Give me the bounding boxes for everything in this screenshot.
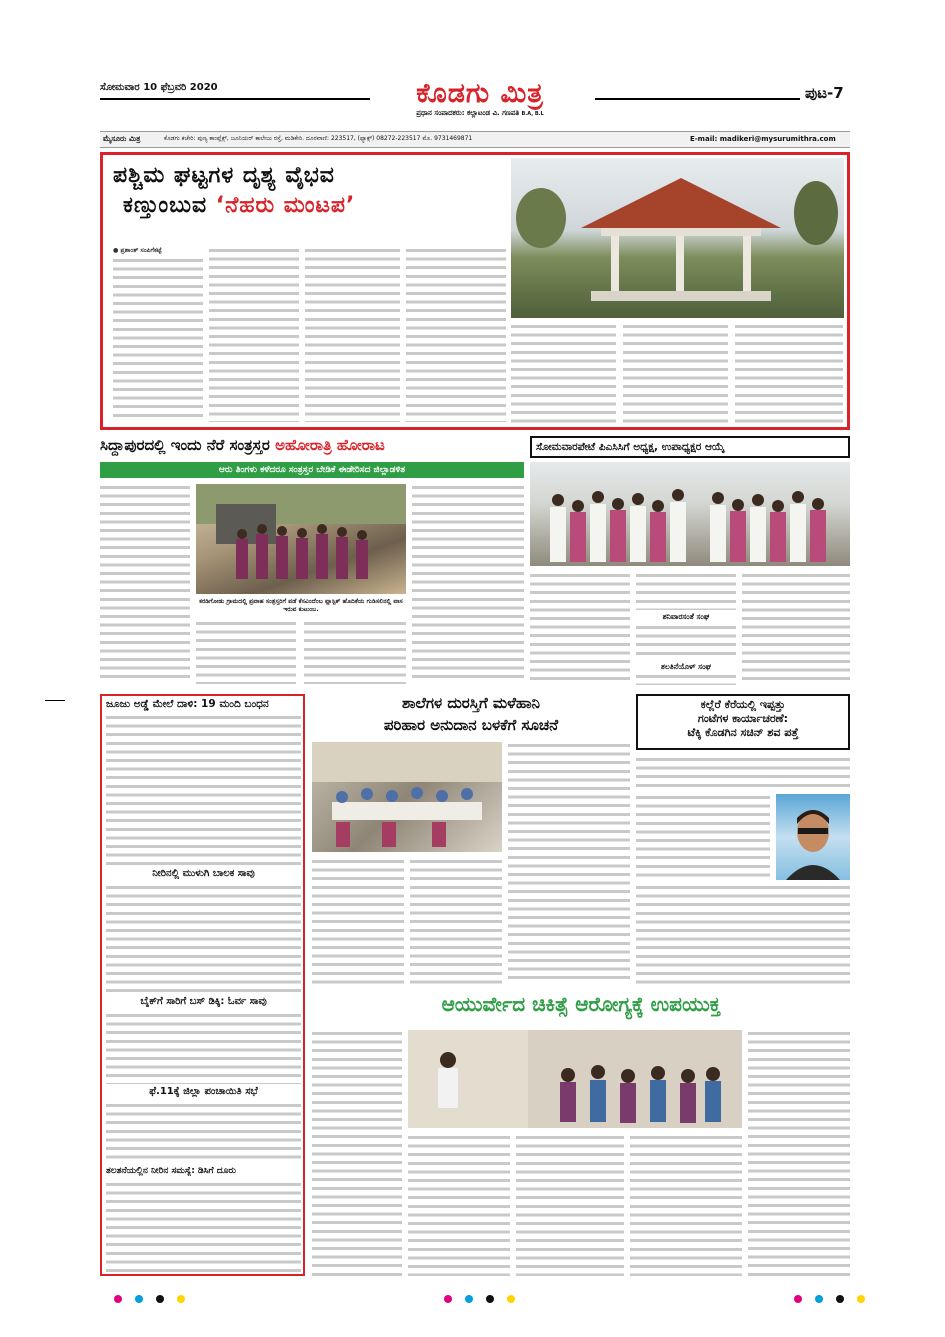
story2-col3 bbox=[304, 620, 406, 684]
sachin-portrait bbox=[776, 794, 850, 880]
story2-col1 bbox=[100, 484, 190, 684]
editor-name: ಪ್ರಧಾನ ಸಂಪಾದಕರು: ಕಲ್ಲಾಟಂಡ ವಿ. ಗಣಪತಿ bbox=[416, 109, 520, 117]
story7-col2 bbox=[408, 1134, 510, 1276]
story1-col3 bbox=[305, 247, 400, 422]
story3-headline-bar bbox=[530, 436, 850, 458]
story2-col4 bbox=[412, 484, 524, 684]
story2-headline bbox=[100, 436, 385, 454]
story5-col3 bbox=[508, 742, 630, 984]
masthead-rule-left bbox=[100, 98, 370, 100]
story4-sub2: ಬೈಕ್‌ಗೆ ಸಾರಿಗೆ ಬಸ್ ಡಿಕ್ಕಿ: ಓರ್ವ ಸಾವು bbox=[140, 996, 267, 1007]
story2-subhead-bar bbox=[100, 462, 524, 478]
story4-body bbox=[106, 714, 301, 866]
page-number: ಪುಟ-7 bbox=[805, 84, 844, 102]
margin-mark bbox=[45, 700, 65, 701]
story3-col1 bbox=[530, 572, 630, 684]
pavilion-photo bbox=[511, 158, 844, 318]
story-nehru-mantapa bbox=[100, 152, 850, 430]
yellow-dot bbox=[177, 1295, 185, 1303]
story-briefs bbox=[100, 694, 305, 1276]
story6-headline-box bbox=[636, 694, 850, 750]
story7-col5 bbox=[748, 1030, 850, 1276]
black-dot bbox=[486, 1295, 494, 1303]
story5-col2 bbox=[410, 858, 502, 984]
yellow-dot bbox=[507, 1295, 515, 1303]
story3-col2-mid bbox=[636, 624, 736, 660]
story2-headline-black: ಸಿದ್ದಾಪುರದಲ್ಲಿ ಇಂದು ನೆರೆ ಸಂತ್ರಸ್ತರ bbox=[100, 436, 270, 454]
ayurveda-event-photo bbox=[408, 1030, 742, 1128]
story2-subhead: ಆರು ತಿಂಗಳು ಕಳೆದರೂ ಸಂತ್ರಸ್ತರ ಬೇಡಿಕೆ ಈಡೇರಿಸದ ಜಿಲ್ಲಾಡಳಿತ bbox=[218, 465, 406, 475]
info-bar bbox=[100, 131, 850, 148]
story1-headline-word: ಕಣ್ತುಂಬುವ bbox=[123, 193, 208, 218]
info-email: E-mail: madikeri@mysurumithra.com bbox=[690, 135, 836, 143]
story-ayurveda bbox=[312, 990, 850, 1276]
story3-col3 bbox=[742, 572, 850, 684]
story6-col1-top bbox=[636, 756, 850, 790]
story3-col2-bottom bbox=[636, 673, 736, 685]
cyan-dot bbox=[465, 1295, 473, 1303]
story-techie bbox=[636, 694, 850, 984]
story6-headline-line1: ಕಲ್ಲೆರೆ ಕೆರೆಯಲ್ಲಿ ಇಪ್ಪತ್ತು bbox=[700, 698, 786, 711]
story1-headline-red: ‘ನೆಹರು ಮಂಟಪ’ bbox=[215, 193, 356, 218]
story1-col5 bbox=[511, 323, 616, 423]
story4-sub1-body bbox=[106, 884, 301, 994]
flood-victims-photo bbox=[196, 484, 406, 594]
story2-col2 bbox=[196, 620, 296, 684]
editor-line bbox=[330, 109, 630, 118]
black-dot bbox=[156, 1295, 164, 1303]
story3-col2-top bbox=[636, 572, 736, 610]
story-siddapura bbox=[100, 436, 524, 686]
editor-degree: B.A, B.L bbox=[521, 111, 544, 117]
black-dot bbox=[836, 1295, 844, 1303]
story7-col1 bbox=[312, 1030, 402, 1276]
story-somwarpet bbox=[530, 436, 850, 686]
magenta-dot bbox=[444, 1295, 452, 1303]
story2-photo-caption: ಕರಡಿಗೋಡು ಗ್ರಾಮದಲ್ಲಿ ಪ್ರವಾಹ ಸಂತ್ರಸ್ತರಿಗೆ ಪಡೆ ಕೆಸವಿಂದೆಂಬ ಪ್ಲಾಸ್ಟಿಕ್ ಹೊದಿಕೆಯ ಗುಡಿಸಲಿನಲ್ಲಿ ವಾಸ ಇರುವ ಕುಟುಂಬ. bbox=[199, 598, 403, 613]
newspaper-title: ಕೊಡಗು ಮಿತ್ರ bbox=[416, 78, 544, 109]
issue-date: ಸೋಮವಾರ 10 ಫೆಬ್ರವರಿ 2020 bbox=[100, 82, 218, 93]
story1-col2 bbox=[209, 247, 299, 422]
story1-col7 bbox=[735, 323, 843, 423]
pacs-group-photo bbox=[530, 462, 850, 566]
story4-headline: ಜೂಜು ಅಡ್ಡೆ ಮೇಲೆ ದಾಳಿ: 19 ಮಂದಿ ಬಂಧನ bbox=[106, 698, 269, 710]
story3-subhead-1: ಶನಿವಾರಸಂತೆ ಸಂಘ bbox=[662, 612, 710, 621]
story2-headline-red: ಅಹೋರಾತ್ರಿ ಹೋರಾಟ bbox=[275, 436, 385, 454]
story4-sub4-body bbox=[106, 1181, 301, 1273]
story4-sub3-body bbox=[106, 1102, 301, 1164]
story1-headline-line1: ಪಶ್ಚಿಮ ಘಟ್ಟಗಳ ದೃಶ್ಯ ವೈಭವ bbox=[113, 163, 335, 188]
story5-headline-line1: ಶಾಲೆಗಳ ದುರಸ್ತಿಗೆ ಮಳೆಹಾನಿ bbox=[402, 694, 540, 712]
story7-col4 bbox=[630, 1134, 742, 1276]
story3-headline: ಸೋಮವಾರಪೇಟೆ ಪಿಎಸಿಸಿಗೆ ಅಧ್ಯಕ್ಷ, ಉಪಾಧ್ಯಕ್ಷರ ಆಯ್ಕೆ bbox=[536, 441, 725, 453]
story1-col6 bbox=[623, 323, 728, 423]
story7-headline: ಆಯುರ್ವೇದ ಚಿಕಿತ್ಸೆ ಆರೋಗ್ಯಕ್ಕೆ ಉಪಯುಕ್ತ bbox=[441, 992, 721, 1016]
masthead bbox=[100, 80, 850, 120]
magenta-dot bbox=[794, 1295, 802, 1303]
story1-byline: ● ಪ್ರಶಾಂತ್ ಸಂಪಿಗೆಕಟ್ಟೆ bbox=[113, 247, 162, 254]
story6-col2 bbox=[636, 884, 850, 984]
info-address: ಕೊಡಗು ಕಚೇರಿ: ಪುಣ್ಯ ಕಾಂಪ್ಲೆಕ್ಸ್, ಜೂನಿಯರ್ ಕಾಲೇಜು ರಸ್ತೆ, ಮಡಿಕೇರಿ. ದೂರವಾಣಿ: 223517, (ಫ್ಯಾಕ್ಸ್) 08272-223517 ಮೊ. 9731469871 bbox=[164, 135, 473, 142]
story6-col1 bbox=[636, 794, 770, 880]
story5-col1 bbox=[312, 858, 404, 984]
story1-headline-line2 bbox=[123, 193, 355, 218]
masthead-rule-right bbox=[595, 98, 800, 100]
magenta-dot bbox=[114, 1295, 122, 1303]
yellow-dot bbox=[857, 1295, 865, 1303]
info-brand: ಮೈಸೂರು ಮಿತ್ರ bbox=[103, 134, 141, 143]
story4-sub4: ತಲತನೆಯಲ್ಲಿನ ನೀರಿನ ಸಮಸ್ಯೆ: ಡಿಸಿಗೆ ದೂರು bbox=[106, 1166, 236, 1176]
cyan-dot bbox=[815, 1295, 823, 1303]
registration-marks-right bbox=[790, 1288, 869, 1307]
story4-sub2-body bbox=[106, 1012, 301, 1084]
meeting-photo bbox=[312, 742, 502, 852]
story6-headline-line2: ಗಂಟೆಗಳ ಕಾರ್ಯಾಚರಣೆ: bbox=[697, 712, 789, 725]
story5-headline-line2: ಪರಿಹಾರ ಅನುದಾನ ಬಳಕೆಗೆ ಸೂಚನೆ bbox=[383, 716, 559, 734]
story1-col4 bbox=[406, 247, 506, 422]
cyan-dot bbox=[135, 1295, 143, 1303]
story4-sub1: ನೀರಿನಲ್ಲಿ ಮುಳುಗಿ ಬಾಲಕ ಸಾವು bbox=[152, 868, 255, 879]
story6-headline-line3: ಟೆಕ್ಕಿ ಕೊಡಗಿನ ಸಚಿನ್ ಶವ ಪತ್ತೆ bbox=[687, 726, 799, 739]
registration-marks-left bbox=[110, 1288, 189, 1307]
registration-marks-center bbox=[440, 1288, 519, 1307]
story4-sub3: ಫೆ.11ಕ್ಕೆ ಜಿಲ್ಲಾ ಪಂಚಾಯಿತಿ ಸಭೆ bbox=[149, 1086, 258, 1097]
story7-col3 bbox=[516, 1134, 624, 1276]
story-schools bbox=[312, 694, 630, 984]
story1-col1 bbox=[113, 257, 203, 422]
pavilion-illustration bbox=[511, 158, 844, 318]
story3-subhead-2: ತಲತಿನೆಯೊಳ್ ಸಂಘ bbox=[660, 662, 712, 671]
